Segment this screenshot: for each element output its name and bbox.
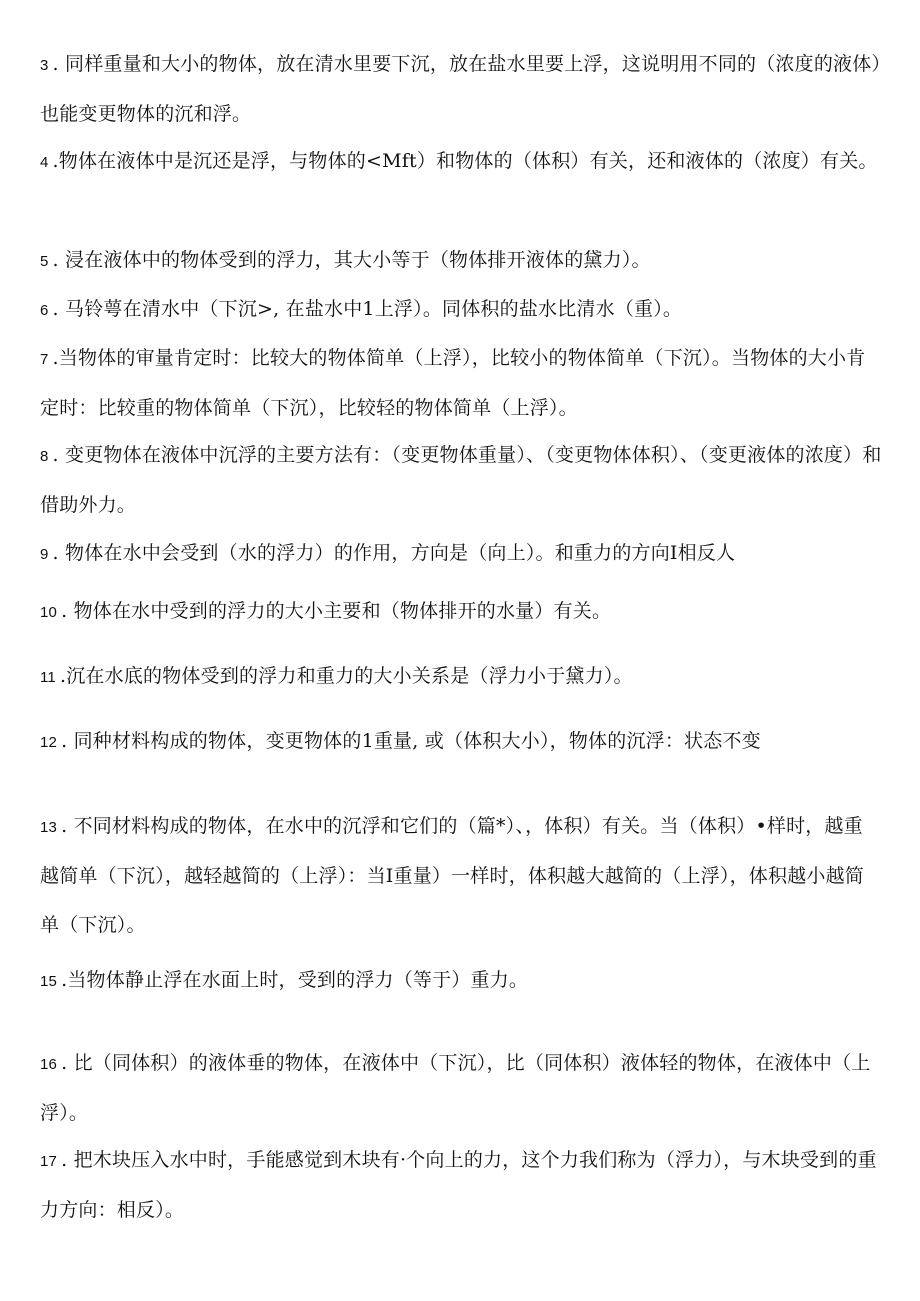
list-item [40, 236, 882, 286]
item-number: 13 [40, 819, 58, 836]
item-text: . 把木块压入水中时，手能感觉到木块有·个向上的力，这个力我们称为（浮力），与木块受到的重力方向：相反）。 [40, 1149, 877, 1221]
list-item [40, 652, 882, 702]
item-number: 12 [40, 734, 58, 751]
list-item [40, 285, 882, 335]
item-number: 8 [40, 448, 49, 465]
item-number: 5 [40, 253, 49, 270]
list-item [40, 137, 882, 187]
item-text: . 马铃萼在清水中（下沉>, 在盐水中1上浮）。同体积的盐水比清水（重）。 [52, 298, 683, 320]
list-item [40, 40, 882, 139]
item-number: 15 [40, 973, 58, 990]
item-text: .当物体静止浮在水面上时，受到的浮力（等于）重力。 [61, 969, 529, 991]
item-text: .物体在液体中是沉还是浮，与物体的<Mft）和物体的（体积）有关，还和液体的（浓度）有关。 [52, 150, 878, 172]
item-number: 10 [40, 604, 58, 621]
item-text: . 同样重量和大小的物体，放在清水里要下沉，放在盐水里要上浮，这说明用不同的（浓度的液体）也能变更物体的沉和浮。 [40, 53, 882, 125]
item-number: 16 [40, 1056, 58, 1073]
list-item [40, 1136, 882, 1235]
item-text: . 物体在水中受到的浮力的大小主要和（物体排开的水量）有关。 [61, 600, 612, 622]
item-text: . 比（同体积）的液体垂的物体，在液体中（下沉），比（同体积）液体轻的物体，在液体中（上浮）。 [40, 1052, 871, 1124]
item-number: 17 [40, 1153, 58, 1170]
list-item [40, 1039, 882, 1138]
item-text: . 浸在液体中的物体受到的浮力，其大小等于（物体排开液体的黛力）。 [52, 249, 651, 271]
list-item [40, 431, 882, 530]
item-number: 3 [40, 57, 49, 74]
item-text: .沉在水底的物体受到的浮力和重力的大小关系是（浮力小于黛力）。 [59, 665, 633, 687]
item-text: .当物体的审量肯定时：比较大的物体简单（上浮），比较小的物体简单（下沉）。当物体的大小肯定时：比较重的物体简单（下沉），比较轻的物体简单（上浮）。 [40, 347, 866, 419]
list-item [40, 587, 882, 637]
list-item [40, 802, 882, 950]
item-text: . 不同材料构成的物体，在水中的沉浮和它们的（篇*）、，体积）有关。当（体积）•样时，越重越简单（下沉），越轻越简的（上浮）：当I重量）一样时，体积越大越简的（上浮），体积越小越简单（下沉）。 [40, 815, 865, 936]
item-number: 9 [40, 546, 49, 563]
item-text: . 物体在水中会受到（水的浮力）的作用，方向是（向上）。和重力的方向I相反人 [52, 542, 736, 564]
item-text: . 变更物体在液体中沉浮的主要方法有：（变更物体重量）、（变更物体体积）、（变更液体的浓度）和借助外力。 [40, 444, 882, 516]
item-number: 6 [40, 302, 49, 319]
list-item [40, 334, 882, 433]
item-number: 7 [40, 351, 49, 368]
list-item [40, 529, 882, 579]
item-number: 11 [40, 669, 56, 686]
item-text: . 同种材料构成的物体，变更物体的1重量, 或（体积大小），物体的沉浮：状态不变 [61, 730, 761, 752]
item-number: 4 [40, 154, 49, 171]
list-item [40, 717, 882, 767]
list-item [40, 956, 882, 1006]
